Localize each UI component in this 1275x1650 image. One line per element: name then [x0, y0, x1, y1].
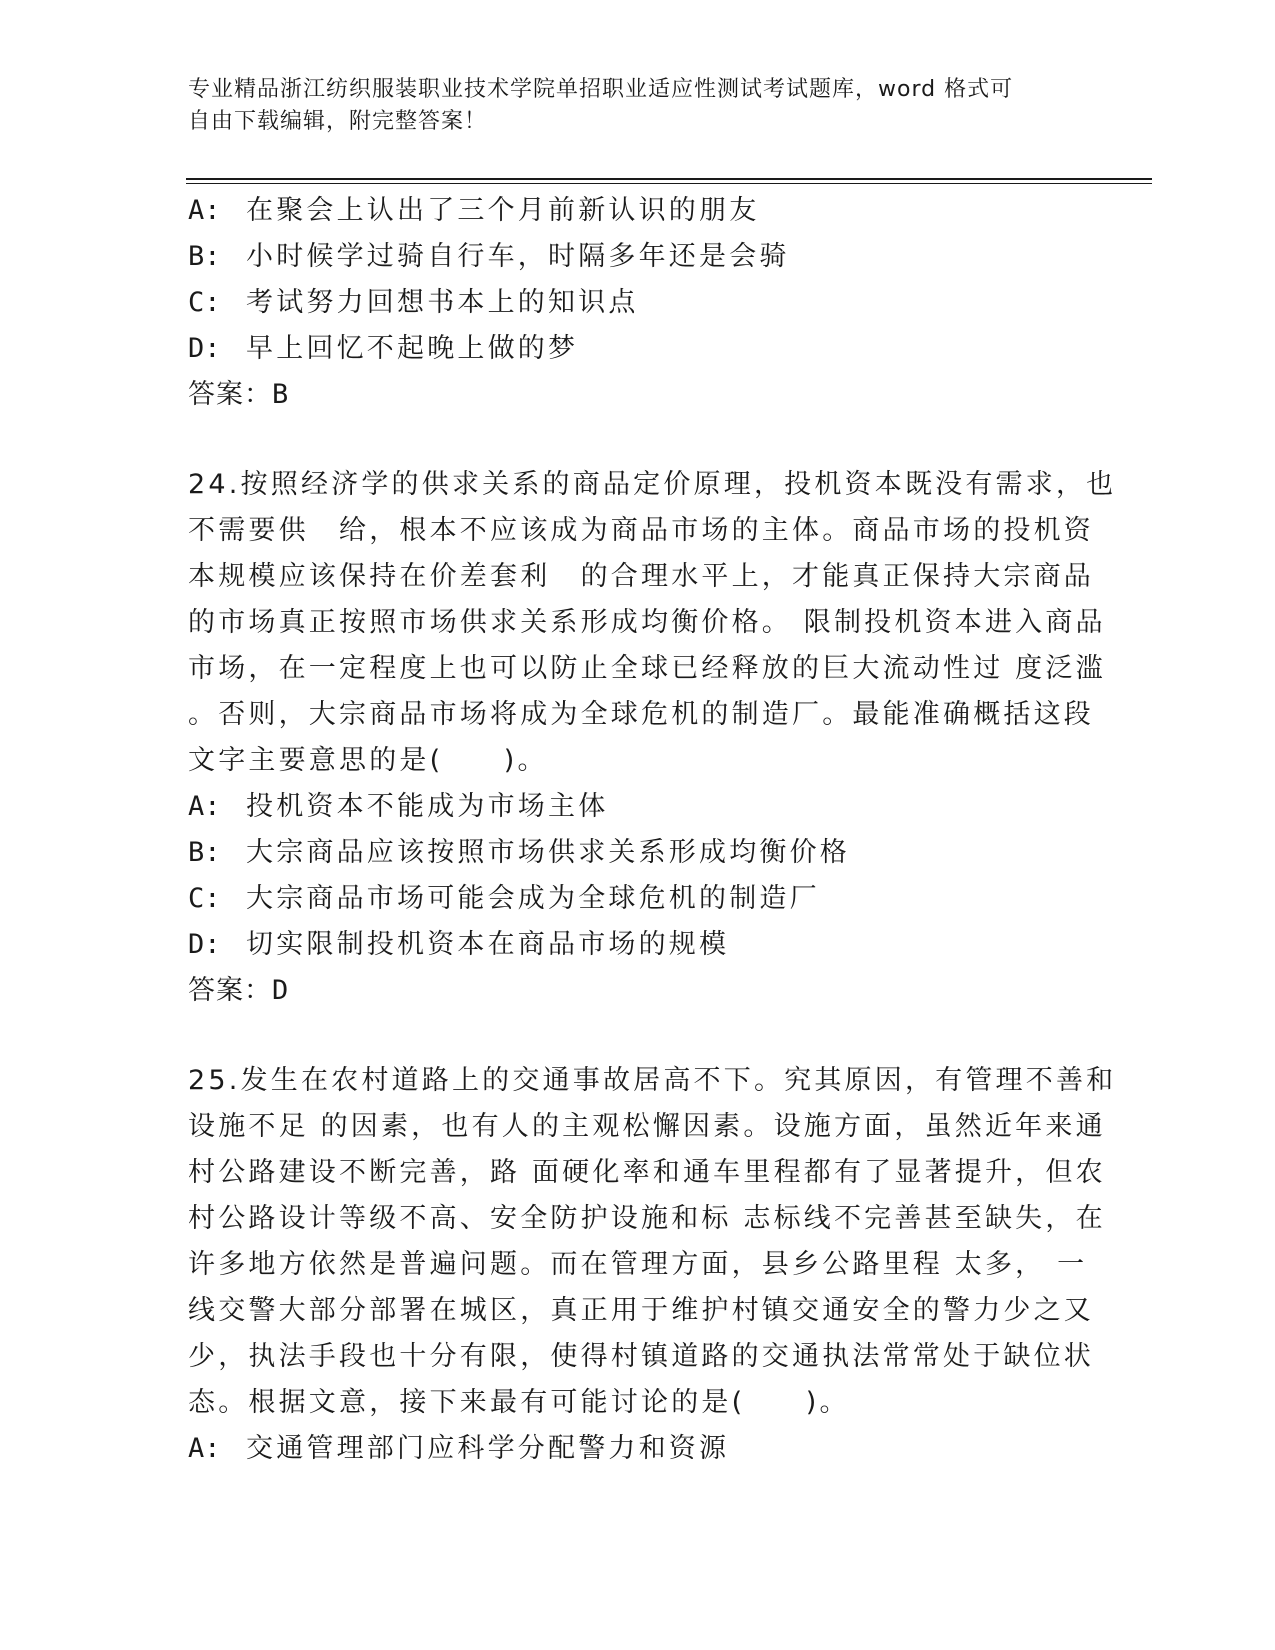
header-divider-thin — [186, 183, 1152, 184]
option-a — [188, 1426, 1088, 1472]
option-b — [188, 234, 1088, 280]
answer-label: 答案： — [188, 379, 272, 410]
option-text: 在聚会上认出了三个月前新认识的朋友 — [246, 195, 760, 226]
header-divider-thick — [186, 178, 1152, 180]
option-text: 早上回忆不起晚上做的梦 — [246, 333, 579, 364]
question-stem-line: 本规模应该保持在价差套利 的合理水平上，才能真正保持大宗商品 — [188, 561, 1094, 592]
question-stem-line: 不需要供 给，根本不应该成为商品市场的主体。商品市场的投机资 — [188, 515, 1094, 546]
option-text: 交通管理部门应科学分配警力和资源 — [246, 1433, 730, 1464]
option-text: 切实限制投机资本在商品市场的规模 — [246, 929, 730, 960]
question-25 — [188, 1058, 1117, 1472]
question-stem-line: 线交警大部分部署在城区，真正用于维护村镇交通安全的警力少之又 — [188, 1295, 1094, 1326]
document-header — [188, 74, 1068, 138]
answer-label: 答案： — [188, 975, 272, 1006]
answer-line — [188, 372, 1088, 418]
option-text: 小时候学过骑自行车，时隔多年还是会骑 — [246, 241, 790, 272]
question-stem-line: 设施不足 的因素，也有人的主观松懈因素。设施方面，虽然近年来通 — [188, 1111, 1106, 1142]
question-stem-line: 市场，在一定程度上也可以防止全球已经释放的巨大流动性过 度泛滥 — [188, 653, 1106, 684]
header-line-1: 专业精品浙江纺织服装职业技术学院单招职业适应性测试考试题库，word 格式可 — [188, 77, 1014, 102]
question-stem-line: 。否则，大宗商品市场将成为全球危机的制造厂。最能准确概括这段 — [188, 699, 1094, 730]
option-letter: D: — [188, 929, 221, 960]
option-b — [188, 830, 1088, 876]
question-stem-line: 村公路设计等级不高、安全防护设施和标 志标线不完善甚至缺失，在 — [188, 1203, 1106, 1234]
spacer — [188, 1014, 1088, 1058]
option-a — [188, 784, 1088, 830]
question-stem-line: 文字主要意思的是( )。 — [188, 745, 548, 776]
question-stem-line: 少，执法手段也十分有限，使得村镇道路的交通执法常常处于缺位状 — [188, 1341, 1094, 1372]
option-text: 大宗商品应该按照市场供求关系形成均衡价格 — [246, 837, 850, 868]
option-letter: A: — [188, 1433, 221, 1464]
question-24 — [188, 462, 1117, 1014]
document-body — [188, 188, 1117, 1472]
answer-value: D — [272, 975, 290, 1006]
option-letter: C: — [188, 883, 221, 914]
option-a — [188, 188, 1088, 234]
question-stem-line: 的市场真正按照市场供求关系形成均衡价格。 限制投机资本进入商品 — [188, 607, 1106, 638]
option-text: 大宗商品市场可能会成为全球危机的制造厂 — [246, 883, 820, 914]
question-stem-line: 24.按照经济学的供求关系的商品定价原理，投机资本既没有需求，也 — [188, 469, 1117, 500]
header-line-2: 自由下载编辑，附完整答案！ — [188, 109, 488, 134]
option-letter: D: — [188, 333, 221, 364]
answer-line — [188, 968, 1088, 1014]
option-text: 考试努力回想书本上的知识点 — [246, 287, 639, 318]
option-letter: B: — [188, 837, 221, 868]
question-stem-line: 许多地方依然是普遍问题。而在管理方面，县乡公路里程 太多， 一 — [188, 1249, 1088, 1280]
question-stem-line: 态。根据文意，接下来最有可能讨论的是( )。 — [188, 1387, 850, 1418]
option-d — [188, 922, 1088, 968]
option-c — [188, 280, 1088, 326]
question-stem-line: 村公路建设不断完善，路 面硬化率和通车里程都有了显著提升，但农 — [188, 1157, 1106, 1188]
option-letter: C: — [188, 287, 221, 318]
prev-question — [188, 188, 1088, 418]
option-letter: A: — [188, 195, 221, 226]
option-letter: B: — [188, 241, 221, 272]
question-stem-line: 25.发生在农村道路上的交通事故居高不下。究其原因，有管理不善和 — [188, 1065, 1117, 1096]
option-letter: A: — [188, 791, 221, 822]
option-d — [188, 326, 1088, 372]
option-c — [188, 876, 1088, 922]
option-text: 投机资本不能成为市场主体 — [246, 791, 609, 822]
spacer — [188, 418, 1088, 462]
answer-value: B — [272, 379, 290, 410]
